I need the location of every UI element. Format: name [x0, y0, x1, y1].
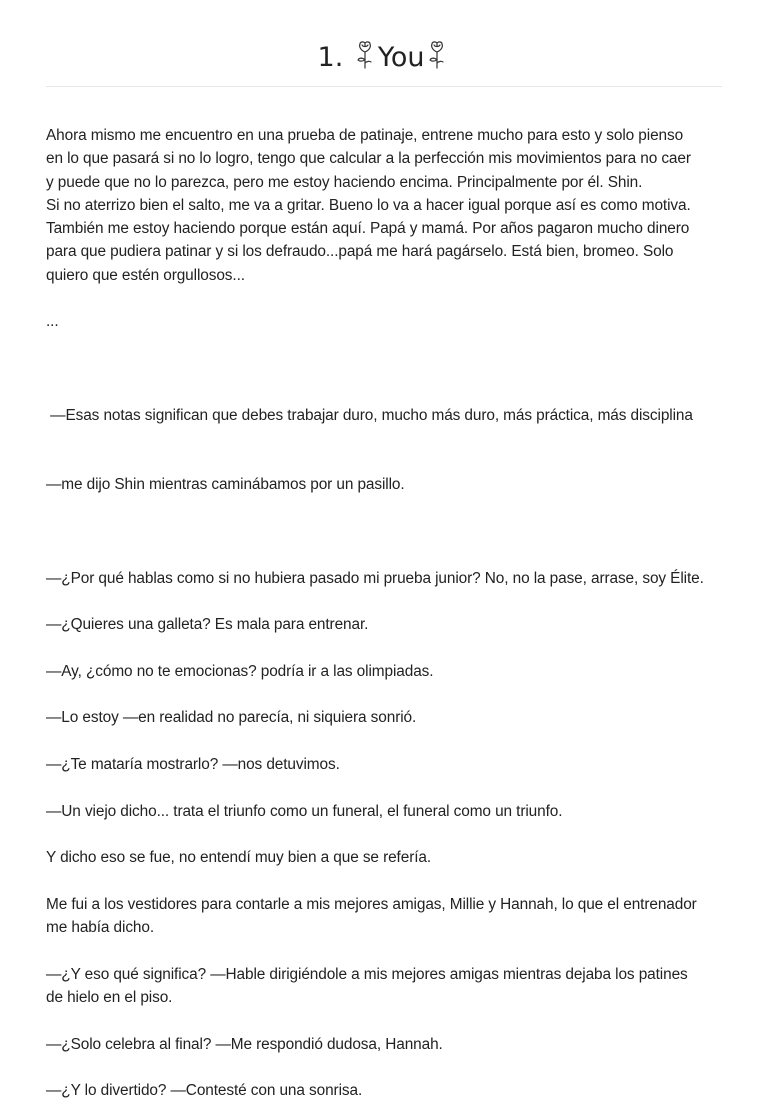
- paragraph: —Lo estoy —en realidad no parecía, ni siquiera sonrió.: [46, 709, 417, 727]
- paragraph: ...: [46, 313, 59, 331]
- rose-icon: [354, 40, 376, 70]
- chapter-number: 1.: [317, 42, 344, 73]
- paragraph-line: me había dicho.: [46, 919, 155, 937]
- paragraph: —¿Te mataría mostrarlo? —nos detuvimos.: [46, 756, 340, 774]
- paragraph-line: quiero que estén orgullosos...: [46, 266, 245, 284]
- paragraph: Y dicho eso se fue, no entendí muy bien a que se refería.: [46, 849, 432, 867]
- paragraph-line: Me fui a los vestidores para contarle a mis mejores amigas, Millie y Hannah, lo que el entrenador: [46, 895, 697, 913]
- paragraph: —¿Quieres una galleta? Es mala para entrenar.: [46, 616, 369, 634]
- paragraph-line: —¿Y eso qué significa? —Hable dirigiéndole a mis mejores amigas mientras dejaba los patines: [46, 965, 688, 983]
- paragraph-line: —me dijo Shin mientras caminábamos por un pasillo.: [46, 476, 405, 494]
- chapter-title-text: You: [377, 42, 425, 73]
- paragraph-line: También me estoy haciendo porque están aquí. Papá y mamá. Por años pagaron mucho dinero: [46, 220, 690, 238]
- paragraph-line: Si no aterrizo bien el salto, me va a gritar. Bueno lo va a hacer igual porque así es como motiva.: [46, 196, 691, 214]
- paragraph-line: y puede que no lo parezca, pero me estoy haciendo encima. Principalmente por él. Shin.: [46, 173, 643, 191]
- paragraph-line: en lo que pasará si no lo logro, tengo que calcular a la perfección mis movimientos para no caer: [46, 150, 691, 168]
- paragraph: [46, 357, 722, 543]
- paragraph: [46, 124, 722, 287]
- paragraph-line: para que pudiera patinar y si los defraudo...papá me hará pagárselo. Está bien, bromeo. Solo: [46, 243, 674, 261]
- paragraph-line: de hielo en el piso.: [46, 988, 173, 1006]
- paragraph-line: —Esas notas significan que debes trabajar duro, mucho más duro, más práctica, más disciplina: [46, 406, 693, 424]
- paragraph: [46, 963, 722, 1010]
- paragraph-line: Ahora mismo me encuentro en una prueba de patinaje, entrene mucho para esto y solo pienso: [46, 127, 684, 144]
- paragraph: —Un viejo dicho... trata el triunfo como un funeral, el funeral como un triunfo.: [46, 802, 563, 820]
- rose-icon: [426, 40, 448, 70]
- chapter-title: [46, 0, 722, 86]
- paragraph: —Ay, ¿cómo no te emocionas? podría ir a las olimpiadas.: [46, 662, 434, 680]
- paragraph: —¿Solo celebra al final? —Me respondió dudosa, Hannah.: [46, 1035, 443, 1053]
- paragraph: [46, 893, 722, 940]
- paragraph: —¿Por qué hablas como si no hubiera pasado mi prueba junior? No, no la pase, arrase, soy Élite.: [46, 569, 704, 587]
- paragraph: —¿Y lo divertido? —Contesté con una sonrisa.: [46, 1082, 363, 1100]
- story-body: [46, 87, 722, 1102]
